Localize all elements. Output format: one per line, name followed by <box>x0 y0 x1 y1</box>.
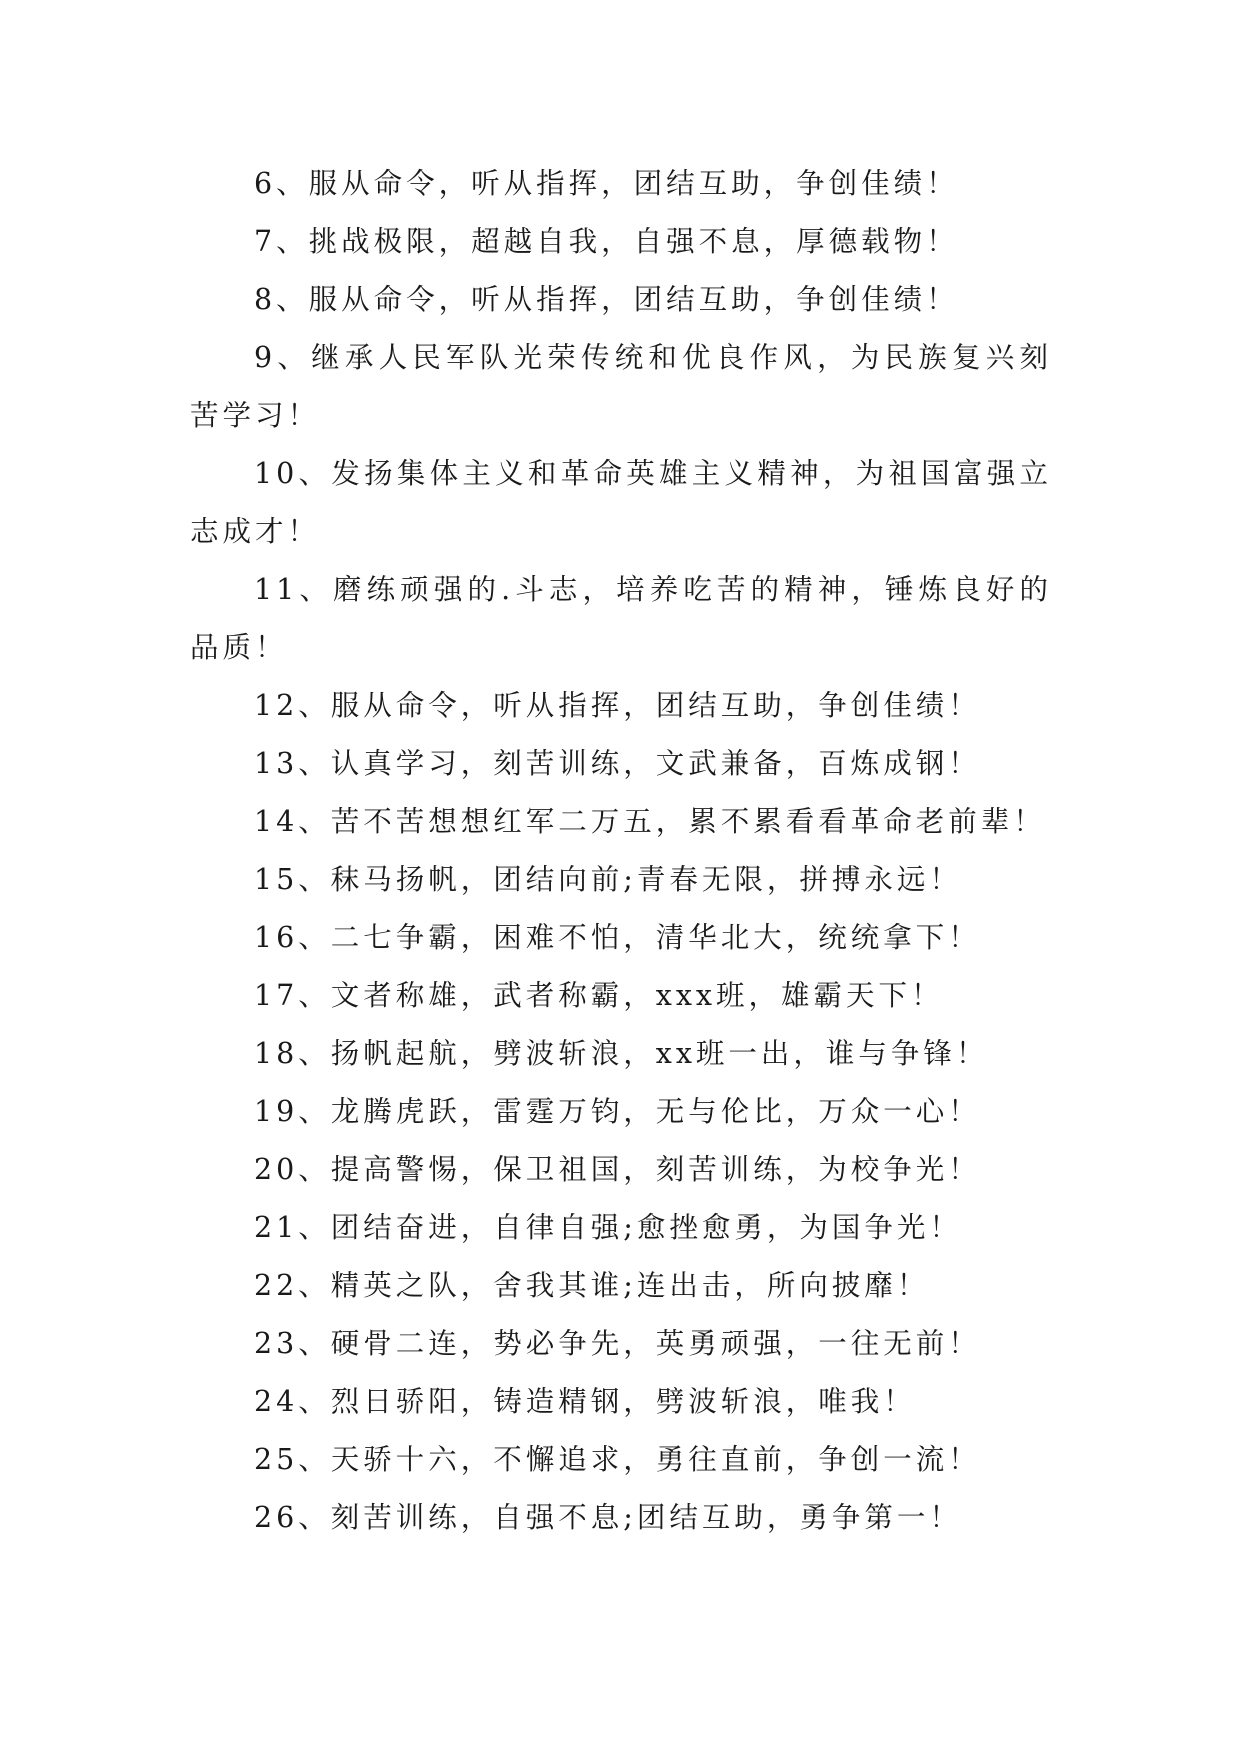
paragraph-21: 21、团结奋进，自律自强;愈挫愈勇，为国争光！ <box>254 1211 962 1244</box>
paragraph-14: 14、苦不苦想想红军二万五，累不累看看革命老前辈！ <box>254 805 1046 838</box>
paragraph-16: 16、二七争霸，困难不怕，清华北大，统统拿下！ <box>254 921 981 954</box>
paragraph-20: 20、提高警惕，保卫祖国，刻苦训练，为校争光！ <box>254 1153 981 1186</box>
paragraph-24: 24、烈日骄阳，铸造精钢，劈波斩浪，唯我！ <box>254 1385 916 1418</box>
paragraph-13: 13、认真学习，刻苦训练，文武兼备，百炼成钢！ <box>254 747 981 780</box>
paragraph-8: 8、服从命令，听从指挥，团结互助，争创佳绩！ <box>254 283 959 316</box>
paragraph-10: 10、发扬集体主义和革命英雄主义精神，为祖国富强立志成才！ <box>190 457 1052 548</box>
paragraph-18: 18、扬帆起航，劈波斩浪，xx班一出，谁与争锋！ <box>254 1037 989 1070</box>
paragraph-12: 12、服从命令，听从指挥，团结互助，争创佳绩！ <box>254 689 981 722</box>
paragraph-15: 15、秣马扬帆，团结向前;青春无限，拼搏永远！ <box>254 863 962 896</box>
paragraph-19: 19、龙腾虎跃，雷霆万钧，无与伦比，万众一心！ <box>254 1095 981 1128</box>
paragraph-26: 26、刻苦训练，自强不息;团结互助，勇争第一！ <box>254 1501 962 1534</box>
document-body <box>190 155 1052 1547</box>
paragraph-11: 11、磨练顽强的.斗志，培养吃苦的精神，锤炼良好的品质！ <box>190 573 1052 664</box>
paragraph-25: 25、天骄十六，不懈追求，勇往直前，争创一流！ <box>254 1443 981 1476</box>
paragraph-17: 17、文者称雄，武者称霸，xxx班，雄霸天下！ <box>254 979 944 1012</box>
paragraph-23: 23、硬骨二连，势必争先，英勇顽强，一往无前！ <box>254 1327 981 1360</box>
paragraph-6: 6、服从命令，听从指挥，团结互助，争创佳绩！ <box>254 167 959 200</box>
paragraph-9: 9、继承人民军队光荣传统和优良作风，为民族复兴刻苦学习！ <box>190 341 1052 432</box>
paragraph-22: 22、精英之队，舍我其谁;连出击，所向披靡！ <box>254 1269 930 1302</box>
paragraph-7: 7、挑战极限，超越自我，自强不息，厚德载物！ <box>254 225 959 258</box>
